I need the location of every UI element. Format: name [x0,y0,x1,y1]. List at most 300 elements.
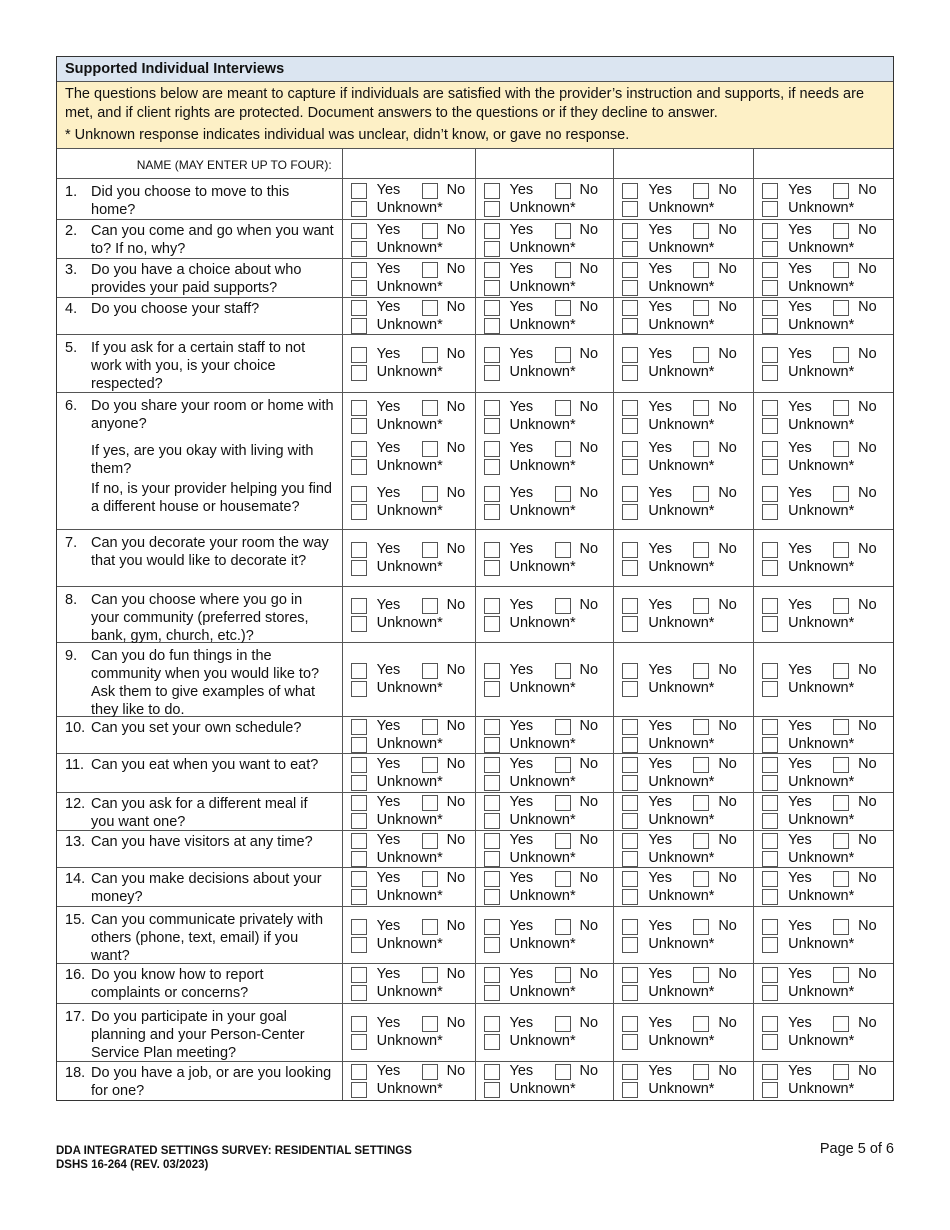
yes-checkbox[interactable] [484,795,500,811]
yes-checkbox[interactable] [762,757,778,773]
unknown-checkbox[interactable] [622,775,638,791]
unknown-checkbox[interactable] [762,985,778,1001]
unknown-checkbox[interactable] [762,813,778,829]
yes-checkbox[interactable] [484,400,500,416]
no-checkbox[interactable] [422,719,438,735]
unknown-checkbox[interactable] [351,737,367,753]
no-checkbox[interactable] [693,486,709,502]
yes-checkbox[interactable] [484,262,500,278]
yes-checkbox[interactable] [762,967,778,983]
no-checkbox[interactable] [555,919,571,935]
yes-checkbox[interactable] [351,757,367,773]
no-checkbox[interactable] [833,542,849,558]
no-checkbox[interactable] [555,598,571,614]
unknown-checkbox[interactable] [351,851,367,867]
unknown-checkbox[interactable] [484,681,500,697]
unknown-checkbox[interactable] [484,560,500,576]
unknown-checkbox[interactable] [762,201,778,217]
no-checkbox[interactable] [555,441,571,457]
yes-checkbox[interactable] [351,183,367,199]
no-checkbox[interactable] [833,919,849,935]
unknown-checkbox[interactable] [762,365,778,381]
name-field-4[interactable] [754,149,893,178]
no-checkbox[interactable] [555,400,571,416]
unknown-checkbox[interactable] [622,504,638,520]
yes-checkbox[interactable] [351,400,367,416]
answer-part [754,1062,893,1100]
answer-cell-person-4 [754,643,893,716]
unknown-checkbox[interactable] [484,813,500,829]
no-checkbox[interactable] [555,300,571,316]
no-checkbox[interactable] [693,441,709,457]
answer-part [614,259,753,298]
yes-checkbox[interactable] [351,441,367,457]
unknown-checkbox[interactable] [762,775,778,791]
unknown-checkbox[interactable] [484,889,500,905]
question-part [57,587,342,643]
unknown-checkbox[interactable] [484,985,500,1001]
yes-checkbox[interactable] [622,795,638,811]
no-checkbox[interactable] [422,757,438,773]
yes-checkbox[interactable] [484,542,500,558]
yes-checkbox[interactable] [762,486,778,502]
unknown-checkbox[interactable] [351,418,367,434]
yes-checkbox[interactable] [351,1064,367,1080]
no-checkbox[interactable] [555,757,571,773]
yes-checkbox[interactable] [484,757,500,773]
no-label: No [446,717,466,734]
no-checkbox[interactable] [422,400,438,416]
yes-checkbox[interactable] [622,871,638,887]
no-checkbox[interactable] [422,1064,438,1080]
no-checkbox[interactable] [833,1016,849,1032]
no-checkbox[interactable] [422,347,438,363]
question-row [57,179,893,220]
no-checkbox[interactable] [833,663,849,679]
yes-checkbox[interactable] [351,795,367,811]
unknown-checkbox[interactable] [351,985,367,1001]
question-cell [57,259,343,297]
answer-options [476,1015,614,1051]
yes-checkbox[interactable] [484,598,500,614]
yes-checkbox[interactable] [762,833,778,849]
no-label: No [579,662,599,678]
unknown-checkbox[interactable] [622,616,638,632]
no-checkbox[interactable] [833,757,849,773]
question-part [57,220,342,259]
no-checkbox[interactable] [693,795,709,811]
unknown-checkbox[interactable] [484,775,500,791]
unknown-checkbox[interactable] [484,318,500,334]
yes-checkbox[interactable] [351,300,367,316]
no-checkbox[interactable] [833,871,849,887]
unknown-checkbox[interactable] [762,889,778,905]
yes-checkbox[interactable] [762,542,778,558]
unknown-checkbox[interactable] [622,1082,638,1098]
unknown-checkbox[interactable] [484,459,500,475]
no-checkbox[interactable] [422,871,438,887]
yes-checkbox[interactable] [351,719,367,735]
yes-label: Yes [376,440,401,456]
yes-checkbox[interactable] [762,300,778,316]
no-checkbox[interactable] [555,719,571,735]
no-checkbox[interactable] [422,598,438,614]
unknown-label: Unknown* [509,503,576,519]
no-checkbox[interactable] [422,1016,438,1032]
yes-checkbox[interactable] [351,542,367,558]
yes-checkbox[interactable] [484,967,500,983]
no-checkbox[interactable] [422,967,438,983]
no-label: No [858,398,877,415]
answer-cell-person-4 [754,793,893,830]
unknown-checkbox[interactable] [762,560,778,576]
yes-checkbox[interactable] [622,486,638,502]
no-checkbox[interactable] [693,967,709,983]
no-label: No [718,485,737,501]
no-checkbox[interactable] [422,300,438,316]
no-label: No [579,717,599,734]
no-checkbox[interactable] [693,919,709,935]
no-checkbox[interactable] [422,486,438,502]
no-checkbox[interactable] [833,441,849,457]
yes-checkbox[interactable] [484,663,500,679]
yes-checkbox[interactable] [622,262,638,278]
yes-checkbox[interactable] [351,919,367,935]
intro-box [57,82,893,149]
no-checkbox[interactable] [693,598,709,614]
unknown-checkbox[interactable] [484,937,500,953]
yes-checkbox[interactable] [484,300,500,316]
unknown-label: Unknown* [509,1033,576,1049]
answer-part [476,754,614,793]
no-checkbox[interactable] [693,542,709,558]
unknown-checkbox[interactable] [622,560,638,576]
unknown-checkbox[interactable] [762,241,778,257]
no-checkbox[interactable] [833,300,849,316]
yes-checkbox[interactable] [762,719,778,735]
no-checkbox[interactable] [693,347,709,363]
no-label: No [858,869,877,886]
no-checkbox[interactable] [555,223,571,239]
no-checkbox[interactable] [833,719,849,735]
yes-checkbox[interactable] [484,223,500,239]
yes-checkbox[interactable] [351,663,367,679]
question-cell [57,393,343,529]
no-checkbox[interactable] [833,967,849,983]
yes-checkbox[interactable] [484,347,500,363]
answer-cell-person-2 [476,831,615,867]
unknown-checkbox[interactable] [762,280,778,296]
unknown-checkbox[interactable] [351,280,367,296]
unknown-checkbox[interactable] [622,280,638,296]
unknown-checkbox[interactable] [622,681,638,697]
yes-checkbox[interactable] [484,833,500,849]
no-checkbox[interactable] [693,1064,709,1080]
question-part [57,476,342,530]
yes-label: Yes [788,831,812,848]
yes-checkbox[interactable] [351,223,367,239]
unknown-checkbox[interactable] [351,201,367,217]
unknown-checkbox[interactable] [622,985,638,1001]
yes-checkbox[interactable] [351,262,367,278]
no-checkbox[interactable] [833,486,849,502]
unknown-checkbox[interactable] [351,1082,367,1098]
answer-cell-person-4 [754,831,893,867]
yes-checkbox[interactable] [351,967,367,983]
yes-checkbox[interactable] [622,663,638,679]
no-label: No [446,260,466,277]
yes-checkbox[interactable] [622,967,638,983]
unknown-checkbox[interactable] [622,889,638,905]
unknown-checkbox[interactable] [762,851,778,867]
unknown-checkbox[interactable] [762,737,778,753]
no-checkbox[interactable] [693,183,709,199]
unknown-checkbox[interactable] [622,318,638,334]
yes-checkbox[interactable] [484,719,500,735]
no-checkbox[interactable] [555,1064,571,1080]
yes-checkbox[interactable] [762,262,778,278]
question-number: 9. [65,648,78,664]
unknown-label: Unknown* [788,199,855,216]
unknown-checkbox[interactable] [762,318,778,334]
no-checkbox[interactable] [555,795,571,811]
no-checkbox[interactable] [422,542,438,558]
unknown-checkbox[interactable] [622,241,638,257]
no-checkbox[interactable] [422,663,438,679]
yes-checkbox[interactable] [762,1064,778,1080]
name-field-2[interactable] [476,149,615,178]
answer-cell-person-3 [614,298,754,334]
unknown-checkbox[interactable] [762,459,778,475]
yes-checkbox[interactable] [762,183,778,199]
no-checkbox[interactable] [555,871,571,887]
unknown-checkbox[interactable] [351,560,367,576]
no-checkbox[interactable] [693,757,709,773]
unknown-checkbox[interactable] [351,459,367,475]
unknown-checkbox[interactable] [484,1034,500,1050]
yes-checkbox[interactable] [622,542,638,558]
yes-checkbox[interactable] [484,486,500,502]
question-number: 16. [65,967,86,983]
no-checkbox[interactable] [693,300,709,316]
no-checkbox[interactable] [555,663,571,679]
unknown-checkbox[interactable] [351,504,367,520]
no-label: No [858,1063,877,1079]
unknown-checkbox[interactable] [762,504,778,520]
no-checkbox[interactable] [833,1064,849,1080]
yes-checkbox[interactable] [622,300,638,316]
no-checkbox[interactable] [693,833,709,849]
unknown-checkbox[interactable] [484,280,500,296]
unknown-checkbox[interactable] [484,504,500,520]
no-checkbox[interactable] [555,967,571,983]
no-checkbox[interactable] [422,795,438,811]
yes-checkbox[interactable] [622,441,638,457]
question-part [57,259,342,298]
yes-checkbox[interactable] [351,1016,367,1032]
unknown-checkbox[interactable] [351,318,367,334]
answer-part [754,907,893,964]
no-checkbox[interactable] [555,486,571,502]
yes-checkbox[interactable] [762,795,778,811]
yes-checkbox[interactable] [622,919,638,935]
yes-checkbox[interactable] [484,1064,500,1080]
unknown-checkbox[interactable] [351,616,367,632]
no-checkbox[interactable] [555,1016,571,1032]
yes-label: Yes [376,398,401,415]
name-field-3[interactable] [614,149,754,178]
unknown-checkbox[interactable] [762,418,778,434]
unknown-checkbox[interactable] [351,365,367,381]
no-checkbox[interactable] [693,719,709,735]
unknown-checkbox[interactable] [484,737,500,753]
answer-cell-person-4 [754,298,893,334]
no-checkbox[interactable] [422,833,438,849]
yes-checkbox[interactable] [762,919,778,935]
unknown-checkbox[interactable] [351,241,367,257]
answer-cell-person-3 [614,1062,754,1100]
name-field-1[interactable] [343,149,476,178]
no-checkbox[interactable] [693,871,709,887]
no-checkbox[interactable] [833,262,849,278]
unknown-checkbox[interactable] [622,737,638,753]
no-checkbox[interactable] [693,400,709,416]
no-checkbox[interactable] [555,347,571,363]
unknown-checkbox[interactable] [484,365,500,381]
answer-cell-person-3 [614,179,754,219]
yes-checkbox[interactable] [484,441,500,457]
unknown-checkbox[interactable] [622,418,638,434]
no-label: No [858,540,877,557]
no-label: No [718,966,737,982]
yes-checkbox[interactable] [762,223,778,239]
no-checkbox[interactable] [555,833,571,849]
no-checkbox[interactable] [833,183,849,199]
yes-checkbox[interactable] [622,833,638,849]
no-checkbox[interactable] [422,441,438,457]
yes-checkbox[interactable] [351,871,367,887]
unknown-checkbox[interactable] [762,937,778,953]
no-checkbox[interactable] [833,795,849,811]
no-checkbox[interactable] [833,833,849,849]
unknown-checkbox[interactable] [622,851,638,867]
no-label: No [858,717,877,734]
answer-cell-person-4 [754,587,893,642]
yes-checkbox[interactable] [622,719,638,735]
no-checkbox[interactable] [555,262,571,278]
unknown-checkbox[interactable] [762,616,778,632]
no-label: No [579,440,599,456]
unknown-checkbox[interactable] [484,1082,500,1098]
answer-options [476,794,614,830]
unknown-checkbox[interactable] [622,937,638,953]
answer-cell-person-4 [754,717,893,753]
yes-checkbox[interactable] [762,663,778,679]
no-checkbox[interactable] [833,400,849,416]
answer-cell-person-1 [343,868,476,906]
yes-checkbox[interactable] [762,347,778,363]
yes-checkbox[interactable] [351,486,367,502]
yes-label: Yes [648,917,672,934]
yes-checkbox[interactable] [484,183,500,199]
yes-checkbox[interactable] [762,400,778,416]
unknown-checkbox[interactable] [351,775,367,791]
unknown-checkbox[interactable] [622,459,638,475]
no-checkbox[interactable] [422,262,438,278]
yes-checkbox[interactable] [622,1064,638,1080]
unknown-checkbox[interactable] [622,813,638,829]
answer-options [754,918,893,954]
yes-checkbox[interactable] [484,919,500,935]
unknown-checkbox[interactable] [484,241,500,257]
unknown-checkbox[interactable] [622,365,638,381]
answer-cell-person-3 [614,907,754,963]
no-checkbox[interactable] [833,223,849,239]
yes-checkbox[interactable] [622,598,638,614]
unknown-checkbox[interactable] [762,681,778,697]
no-checkbox[interactable] [422,183,438,199]
unknown-checkbox[interactable] [484,851,500,867]
yes-checkbox[interactable] [484,871,500,887]
unknown-checkbox[interactable] [351,681,367,697]
yes-checkbox[interactable] [622,223,638,239]
unknown-label: Unknown* [788,1081,855,1097]
no-checkbox[interactable] [555,183,571,199]
unknown-checkbox[interactable] [622,201,638,217]
yes-checkbox[interactable] [762,1016,778,1032]
no-checkbox[interactable] [833,598,849,614]
yes-checkbox[interactable] [351,347,367,363]
no-checkbox[interactable] [693,223,709,239]
question-number: 13. [65,834,86,850]
unknown-checkbox[interactable] [484,201,500,217]
yes-checkbox[interactable] [351,833,367,849]
no-checkbox[interactable] [833,347,849,363]
unknown-checkbox[interactable] [484,418,500,434]
no-checkbox[interactable] [422,919,438,935]
no-checkbox[interactable] [693,663,709,679]
unknown-checkbox[interactable] [762,1082,778,1098]
no-checkbox[interactable] [693,1016,709,1032]
no-checkbox[interactable] [693,262,709,278]
yes-checkbox[interactable] [622,183,638,199]
unknown-checkbox[interactable] [351,889,367,905]
yes-checkbox[interactable] [762,871,778,887]
no-checkbox[interactable] [422,223,438,239]
yes-checkbox[interactable] [622,757,638,773]
yes-checkbox[interactable] [351,598,367,614]
yes-label: Yes [376,260,401,277]
answer-options [754,541,893,577]
unknown-checkbox[interactable] [351,937,367,953]
unknown-checkbox[interactable] [351,813,367,829]
yes-checkbox[interactable] [622,400,638,416]
unknown-checkbox[interactable] [622,1034,638,1050]
yes-checkbox[interactable] [762,598,778,614]
question-part [57,530,342,587]
yes-checkbox[interactable] [622,1016,638,1032]
unknown-checkbox[interactable] [762,1034,778,1050]
unknown-checkbox[interactable] [484,616,500,632]
no-checkbox[interactable] [555,542,571,558]
yes-checkbox[interactable] [484,1016,500,1032]
yes-checkbox[interactable] [762,441,778,457]
yes-checkbox[interactable] [622,347,638,363]
question-cell [57,643,343,716]
unknown-checkbox[interactable] [351,1034,367,1050]
yes-label: Yes [648,540,672,557]
yes-label: Yes [509,440,534,456]
